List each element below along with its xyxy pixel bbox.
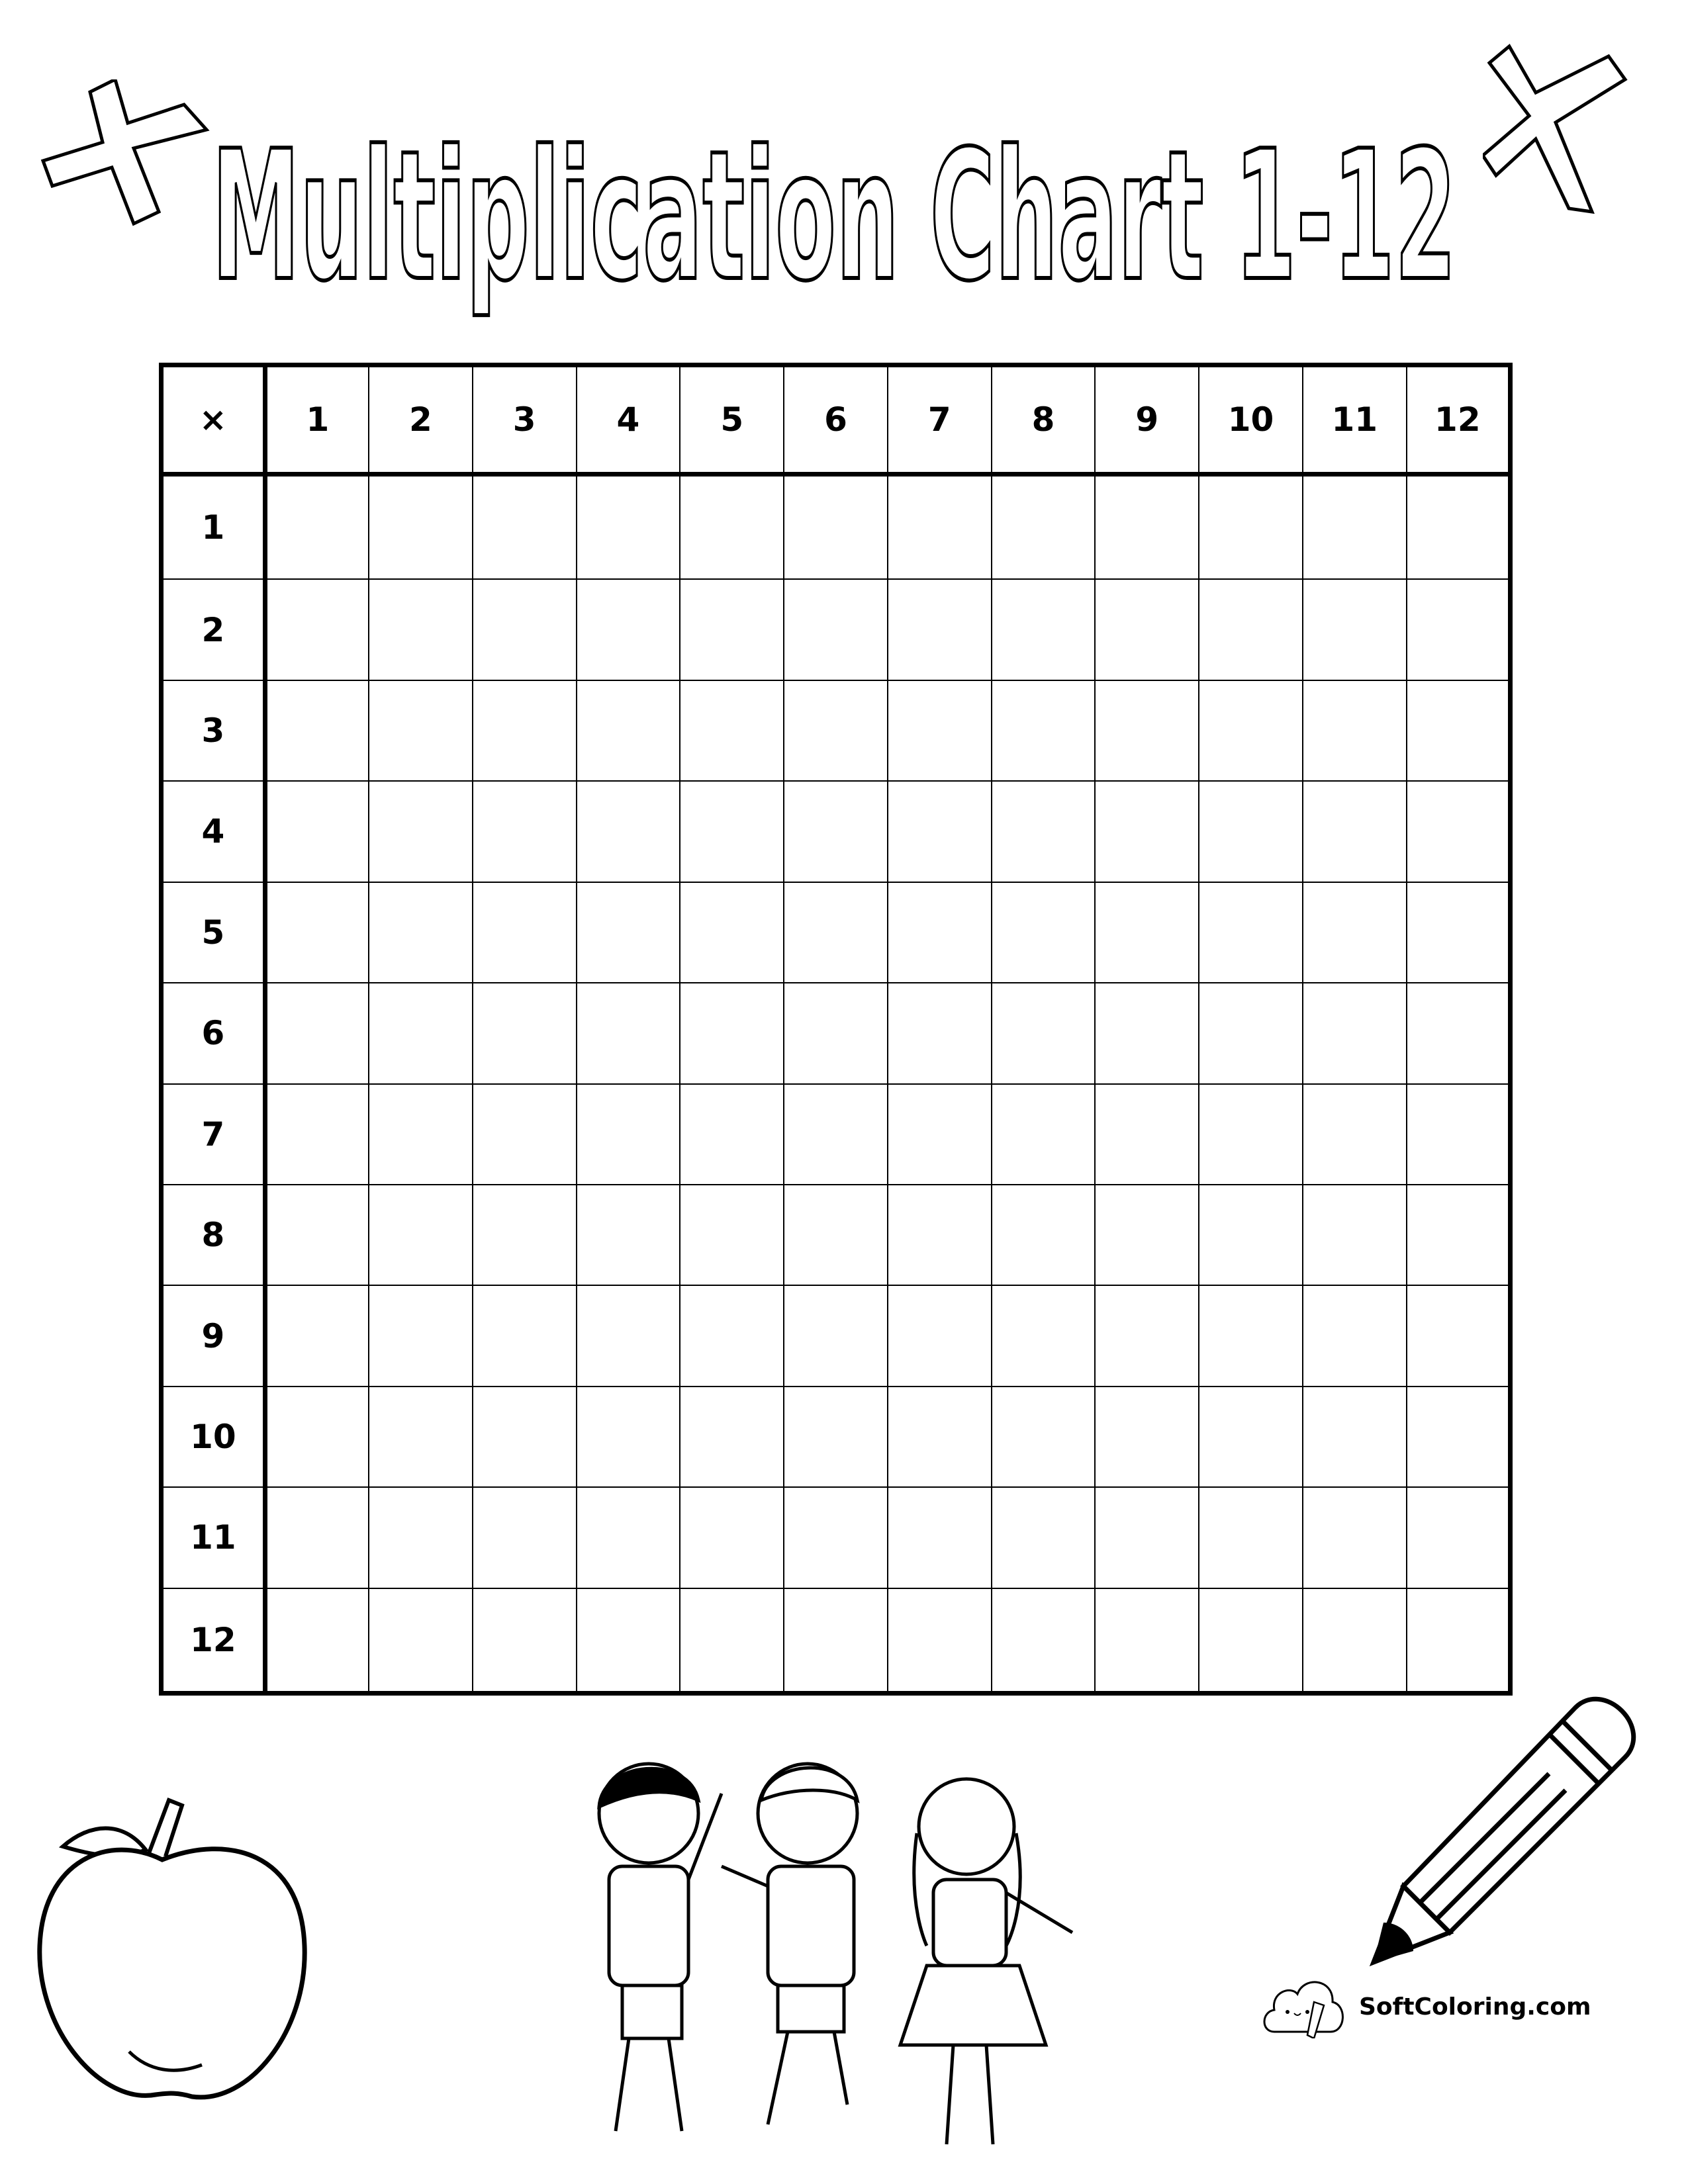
answer-cell[interactable]	[577, 1084, 680, 1185]
answer-cell[interactable]	[265, 882, 369, 983]
answer-cell[interactable]	[1095, 1084, 1199, 1185]
answer-cell[interactable]	[265, 983, 369, 1083]
answer-cell[interactable]	[888, 579, 992, 680]
answer-cell[interactable]	[784, 781, 888, 882]
column-header: 1	[265, 365, 369, 475]
answer-cell[interactable]	[888, 1084, 992, 1185]
row-header: 8	[162, 1185, 265, 1285]
answer-cell[interactable]	[1095, 1487, 1199, 1588]
answer-cell[interactable]	[1199, 680, 1303, 781]
answer-cell[interactable]	[473, 1588, 577, 1694]
answer-cell[interactable]	[1199, 882, 1303, 983]
answer-cell[interactable]	[680, 1084, 784, 1185]
answer-cell[interactable]	[577, 1487, 680, 1588]
answer-cell[interactable]	[265, 680, 369, 781]
header-row	[162, 365, 1511, 475]
answer-cell[interactable]	[1407, 475, 1511, 580]
answer-cell[interactable]	[1303, 1588, 1407, 1694]
answer-cell[interactable]	[784, 1588, 888, 1694]
answer-cell[interactable]	[680, 983, 784, 1083]
answer-cell[interactable]	[1303, 475, 1407, 580]
answer-cell[interactable]	[369, 882, 473, 983]
answer-cell[interactable]	[888, 475, 992, 580]
answer-cell[interactable]	[577, 882, 680, 983]
answer-cell[interactable]	[1303, 1084, 1407, 1185]
answer-cell[interactable]	[265, 1084, 369, 1185]
answer-cell[interactable]	[992, 1285, 1096, 1386]
answer-cell[interactable]	[577, 579, 680, 680]
answer-cell[interactable]	[888, 781, 992, 882]
answer-cell[interactable]	[265, 1487, 369, 1588]
answer-cell[interactable]	[265, 475, 369, 580]
row-header: 1	[162, 475, 265, 580]
answer-cell[interactable]	[1407, 983, 1511, 1083]
answer-cell[interactable]	[1407, 1387, 1511, 1487]
answer-cell[interactable]	[265, 1285, 369, 1386]
answer-cell[interactable]	[1303, 1285, 1407, 1386]
answer-cell[interactable]	[577, 1185, 680, 1285]
answer-cell[interactable]	[265, 1185, 369, 1285]
answer-cell[interactable]	[680, 781, 784, 882]
answer-cell[interactable]	[1407, 1588, 1511, 1694]
answer-cell[interactable]	[992, 781, 1096, 882]
answer-cell[interactable]	[1407, 579, 1511, 680]
row-header: 9	[162, 1285, 265, 1386]
table-row	[162, 1387, 1511, 1487]
answer-cell[interactable]	[992, 680, 1096, 781]
row-header: 10	[162, 1387, 265, 1487]
answer-cell[interactable]	[473, 1487, 577, 1588]
answer-cell[interactable]	[1199, 475, 1303, 580]
answer-cell[interactable]	[265, 1588, 369, 1694]
answer-cell[interactable]	[1199, 781, 1303, 882]
answer-cell[interactable]	[992, 475, 1096, 580]
answer-cell[interactable]	[1303, 579, 1407, 680]
softcoloring-logo	[1261, 1976, 1591, 2038]
column-header: 12	[1407, 365, 1511, 475]
answer-cell[interactable]	[992, 1084, 1096, 1185]
row-header: 6	[162, 983, 265, 1083]
column-header: 10	[1199, 365, 1303, 475]
answer-cell[interactable]	[888, 983, 992, 1083]
answer-cell[interactable]	[369, 1387, 473, 1487]
kids-illustration	[556, 1734, 1112, 2171]
answer-cell[interactable]	[784, 1285, 888, 1386]
answer-cell[interactable]	[1199, 1084, 1303, 1185]
answer-cell[interactable]	[680, 579, 784, 680]
answer-cell[interactable]	[1303, 983, 1407, 1083]
answer-cell[interactable]	[1095, 781, 1199, 882]
answer-cell[interactable]	[784, 1387, 888, 1487]
answer-cell[interactable]	[784, 882, 888, 983]
row-header: 2	[162, 579, 265, 680]
answer-cell[interactable]	[680, 1285, 784, 1386]
answer-cell[interactable]	[473, 1185, 577, 1285]
answer-cell[interactable]	[369, 1487, 473, 1588]
row-header: 7	[162, 1084, 265, 1185]
answer-cell[interactable]	[1303, 882, 1407, 983]
answer-cell[interactable]	[784, 475, 888, 580]
corner-multiply-symbol: ×	[162, 365, 265, 475]
answer-cell[interactable]	[680, 475, 784, 580]
answer-cell[interactable]	[1095, 579, 1199, 680]
answer-cell[interactable]	[992, 983, 1096, 1083]
cloud-pencil-logo-icon	[1261, 1976, 1347, 2038]
column-header: 5	[680, 365, 784, 475]
answer-cell[interactable]	[265, 1387, 369, 1487]
answer-cell[interactable]	[888, 1185, 992, 1285]
answer-cell[interactable]	[577, 1387, 680, 1487]
title-text: Multiplication Chart 1-12	[212, 113, 1456, 320]
answer-cell[interactable]	[1199, 1588, 1303, 1694]
answer-cell[interactable]	[473, 579, 577, 680]
answer-cell[interactable]	[680, 1588, 784, 1694]
answer-cell[interactable]	[784, 1487, 888, 1588]
row-header: 4	[162, 781, 265, 882]
answer-cell[interactable]	[473, 680, 577, 781]
pencil-icon	[1364, 1694, 1655, 1972]
answer-cell[interactable]	[1095, 1185, 1199, 1285]
answer-cell[interactable]	[680, 1185, 784, 1285]
answer-cell[interactable]	[1407, 1487, 1511, 1588]
answer-cell[interactable]	[369, 1588, 473, 1694]
answer-cell[interactable]	[888, 1588, 992, 1694]
answer-cell[interactable]	[680, 1487, 784, 1588]
answer-cell[interactable]	[577, 983, 680, 1083]
answer-cell[interactable]	[1095, 680, 1199, 781]
answer-cell[interactable]	[784, 1185, 888, 1285]
column-header: 4	[577, 365, 680, 475]
column-header: 2	[369, 365, 473, 475]
answer-cell[interactable]	[784, 983, 888, 1083]
answer-cell[interactable]	[992, 1487, 1096, 1588]
answer-cell[interactable]	[1407, 1185, 1511, 1285]
answer-cell[interactable]	[1303, 680, 1407, 781]
answer-cell[interactable]	[1199, 1487, 1303, 1588]
answer-cell[interactable]	[369, 475, 473, 580]
answer-cell[interactable]	[473, 781, 577, 882]
logo-text: SoftColoring.com	[1359, 1993, 1591, 2021]
answer-cell[interactable]	[1199, 1387, 1303, 1487]
answer-cell[interactable]	[577, 475, 680, 580]
answer-cell[interactable]	[1407, 781, 1511, 882]
column-header: 9	[1095, 365, 1199, 475]
answer-cell[interactable]	[369, 983, 473, 1083]
answer-cell[interactable]	[369, 680, 473, 781]
answer-cell[interactable]	[1303, 1185, 1407, 1285]
column-header: 6	[784, 365, 888, 475]
table-row	[162, 1588, 1511, 1694]
answer-cell[interactable]	[992, 1588, 1096, 1694]
row-header: 12	[162, 1588, 265, 1694]
answer-cell[interactable]	[888, 882, 992, 983]
answer-cell[interactable]	[265, 579, 369, 680]
answer-cell[interactable]	[784, 579, 888, 680]
answer-cell[interactable]	[1303, 1387, 1407, 1487]
x-decoration-left-icon	[40, 79, 212, 232]
table-row	[162, 781, 1511, 882]
answer-cell[interactable]	[369, 1185, 473, 1285]
answer-cell[interactable]	[680, 882, 784, 983]
answer-cell[interactable]	[1199, 983, 1303, 1083]
table-row	[162, 475, 1511, 580]
answer-cell[interactable]	[473, 1084, 577, 1185]
answer-cell[interactable]	[473, 1387, 577, 1487]
answer-cell[interactable]	[577, 781, 680, 882]
answer-cell[interactable]	[1199, 1285, 1303, 1386]
answer-cell[interactable]	[1095, 1588, 1199, 1694]
answer-cell[interactable]	[992, 1185, 1096, 1285]
answer-cell[interactable]	[1199, 579, 1303, 680]
row-header: 3	[162, 680, 265, 781]
answer-cell[interactable]	[888, 1487, 992, 1588]
column-header: 11	[1303, 365, 1407, 475]
answer-cell[interactable]	[1303, 1487, 1407, 1588]
answer-cell[interactable]	[784, 1084, 888, 1185]
multiplication-grid	[159, 363, 1513, 1696]
answer-cell[interactable]	[680, 1387, 784, 1487]
answer-cell[interactable]	[369, 1084, 473, 1185]
answer-cell[interactable]	[473, 1285, 577, 1386]
answer-cell[interactable]	[1407, 680, 1511, 781]
answer-cell[interactable]	[1095, 983, 1199, 1083]
table-row	[162, 1487, 1511, 1588]
answer-cell[interactable]	[1095, 1285, 1199, 1386]
answer-cell[interactable]	[473, 882, 577, 983]
answer-cell[interactable]	[1303, 781, 1407, 882]
answer-cell[interactable]	[888, 680, 992, 781]
answer-cell[interactable]	[992, 1387, 1096, 1487]
answer-cell[interactable]	[1095, 1387, 1199, 1487]
column-header: 3	[473, 365, 577, 475]
column-header: 8	[992, 365, 1096, 475]
table-row	[162, 882, 1511, 983]
answer-cell[interactable]	[473, 475, 577, 580]
table-row	[162, 1285, 1511, 1386]
answer-cell[interactable]	[1095, 882, 1199, 983]
answer-cell[interactable]	[888, 1387, 992, 1487]
answer-cell[interactable]	[473, 983, 577, 1083]
answer-cell[interactable]	[1199, 1185, 1303, 1285]
answer-cell[interactable]	[577, 680, 680, 781]
answer-cell[interactable]	[369, 781, 473, 882]
row-header: 11	[162, 1487, 265, 1588]
answer-cell[interactable]	[1407, 882, 1511, 983]
answer-cell[interactable]	[888, 1285, 992, 1386]
table-row	[162, 1185, 1511, 1285]
row-header: 5	[162, 882, 265, 983]
answer-cell[interactable]	[1095, 475, 1199, 580]
answer-cell[interactable]	[992, 579, 1096, 680]
answer-cell[interactable]	[784, 680, 888, 781]
answer-cell[interactable]	[680, 680, 784, 781]
answer-cell[interactable]	[577, 1588, 680, 1694]
answer-cell[interactable]	[1407, 1084, 1511, 1185]
answer-cell[interactable]	[369, 579, 473, 680]
page-title	[199, 113, 1483, 331]
answer-cell[interactable]	[1407, 1285, 1511, 1386]
table-row	[162, 1084, 1511, 1185]
table-row	[162, 983, 1511, 1083]
answer-cell[interactable]	[265, 781, 369, 882]
column-header: 7	[888, 365, 992, 475]
x-decoration-right-icon	[1483, 43, 1681, 215]
answer-cell[interactable]	[992, 882, 1096, 983]
table-row	[162, 579, 1511, 680]
answer-cell[interactable]	[369, 1285, 473, 1386]
answer-cell[interactable]	[577, 1285, 680, 1386]
apple-icon	[30, 1794, 321, 2111]
table-row	[162, 680, 1511, 781]
